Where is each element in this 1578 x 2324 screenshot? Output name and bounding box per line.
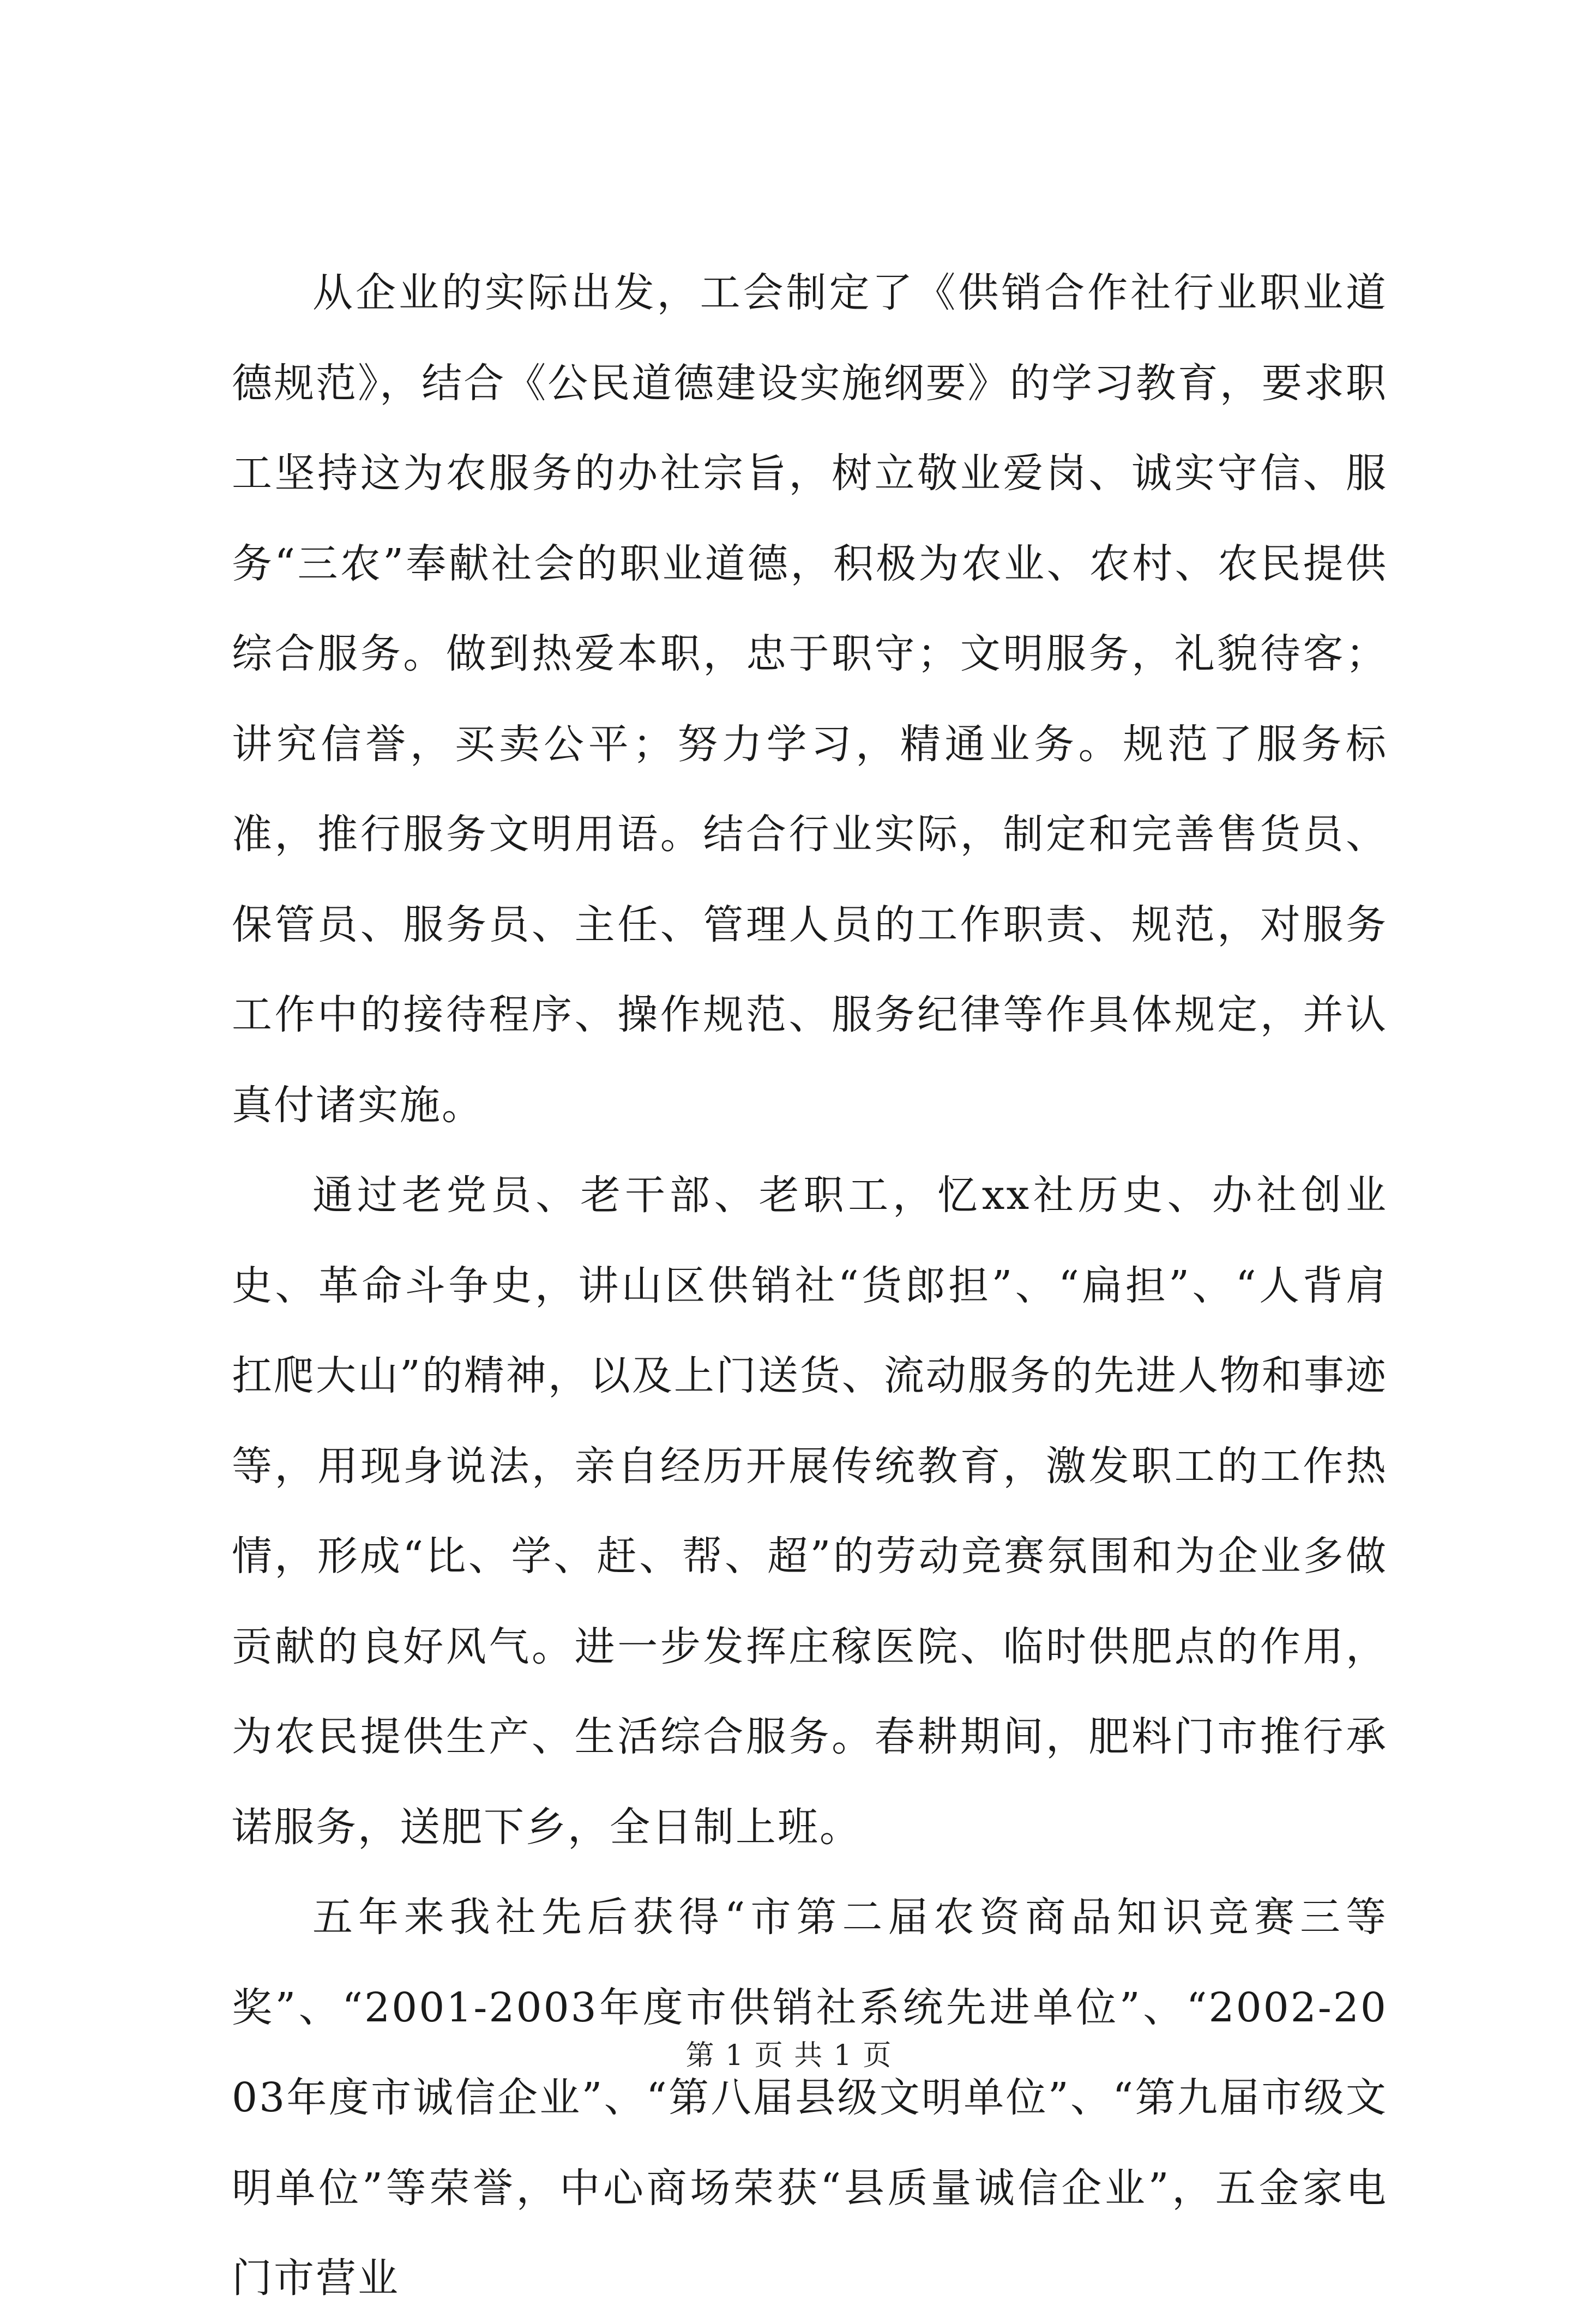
paragraph-1: 从企业的实际出发，工会制定了《供销合作社行业职业道德规范》，结合《公民道德建设实施纲要》的学习教育，要求职工坚持这为农服务的办社宗旨，树立敬业爱岗、诚实守信、服务“三农”奉献社会的职业道德，积极为农业、农村、农民提供综合服务。做到热爱本职，忠于职守；文明服务，礼貌待客；讲究信誉，买卖公平；努力学习，精通业务。规范了服务标准，推行服务文明用语。结合行业实际，制定和完善售货员、保管员、服务员、主任、管理人员的工作职责、规范，对服务工作中的接待程序、操作规范、服务纪律等作具体规定，并认真付诸实施。 — [232, 269, 1388, 1129]
document-body — [232, 248, 1388, 2324]
paragraph-2: 通过老党员、老干部、老职工，忆xx社历史、办社创业史、革命斗争史，讲山区供销社“货郎担”、“扁担”、“人背肩扛爬大山”的精神，以及上门送货、流动服务的先进人物和事迹等，用现身说法，亲自经历开展传统教育，激发职工的工作热情，形成“比、学、赶、帮、超”的劳动竞赛氛围和为企业多做贡献的良好风气。进一步发挥庄稼医院、临时供肥点的作用，为农民提供生产、生活综合服务。春耕期间，肥料门市推行承诺服务，送肥下乡，全日制上班。 — [232, 1172, 1388, 1851]
page-number-footer: 第 1 页 共 1 页 — [685, 2039, 893, 2072]
paragraph-3: 五年来我社先后获得“市第二届农资商品知识竞赛三等奖”、“2001-2003年度市供销社系统先进单位”、“2002-2003年度市诚信企业”、“第八届县级文明单位”、“第九届市级文明单位”等荣誉，中心商场荣获“县质量诚信企业”，五金家电门市营业 — [232, 1894, 1388, 2302]
